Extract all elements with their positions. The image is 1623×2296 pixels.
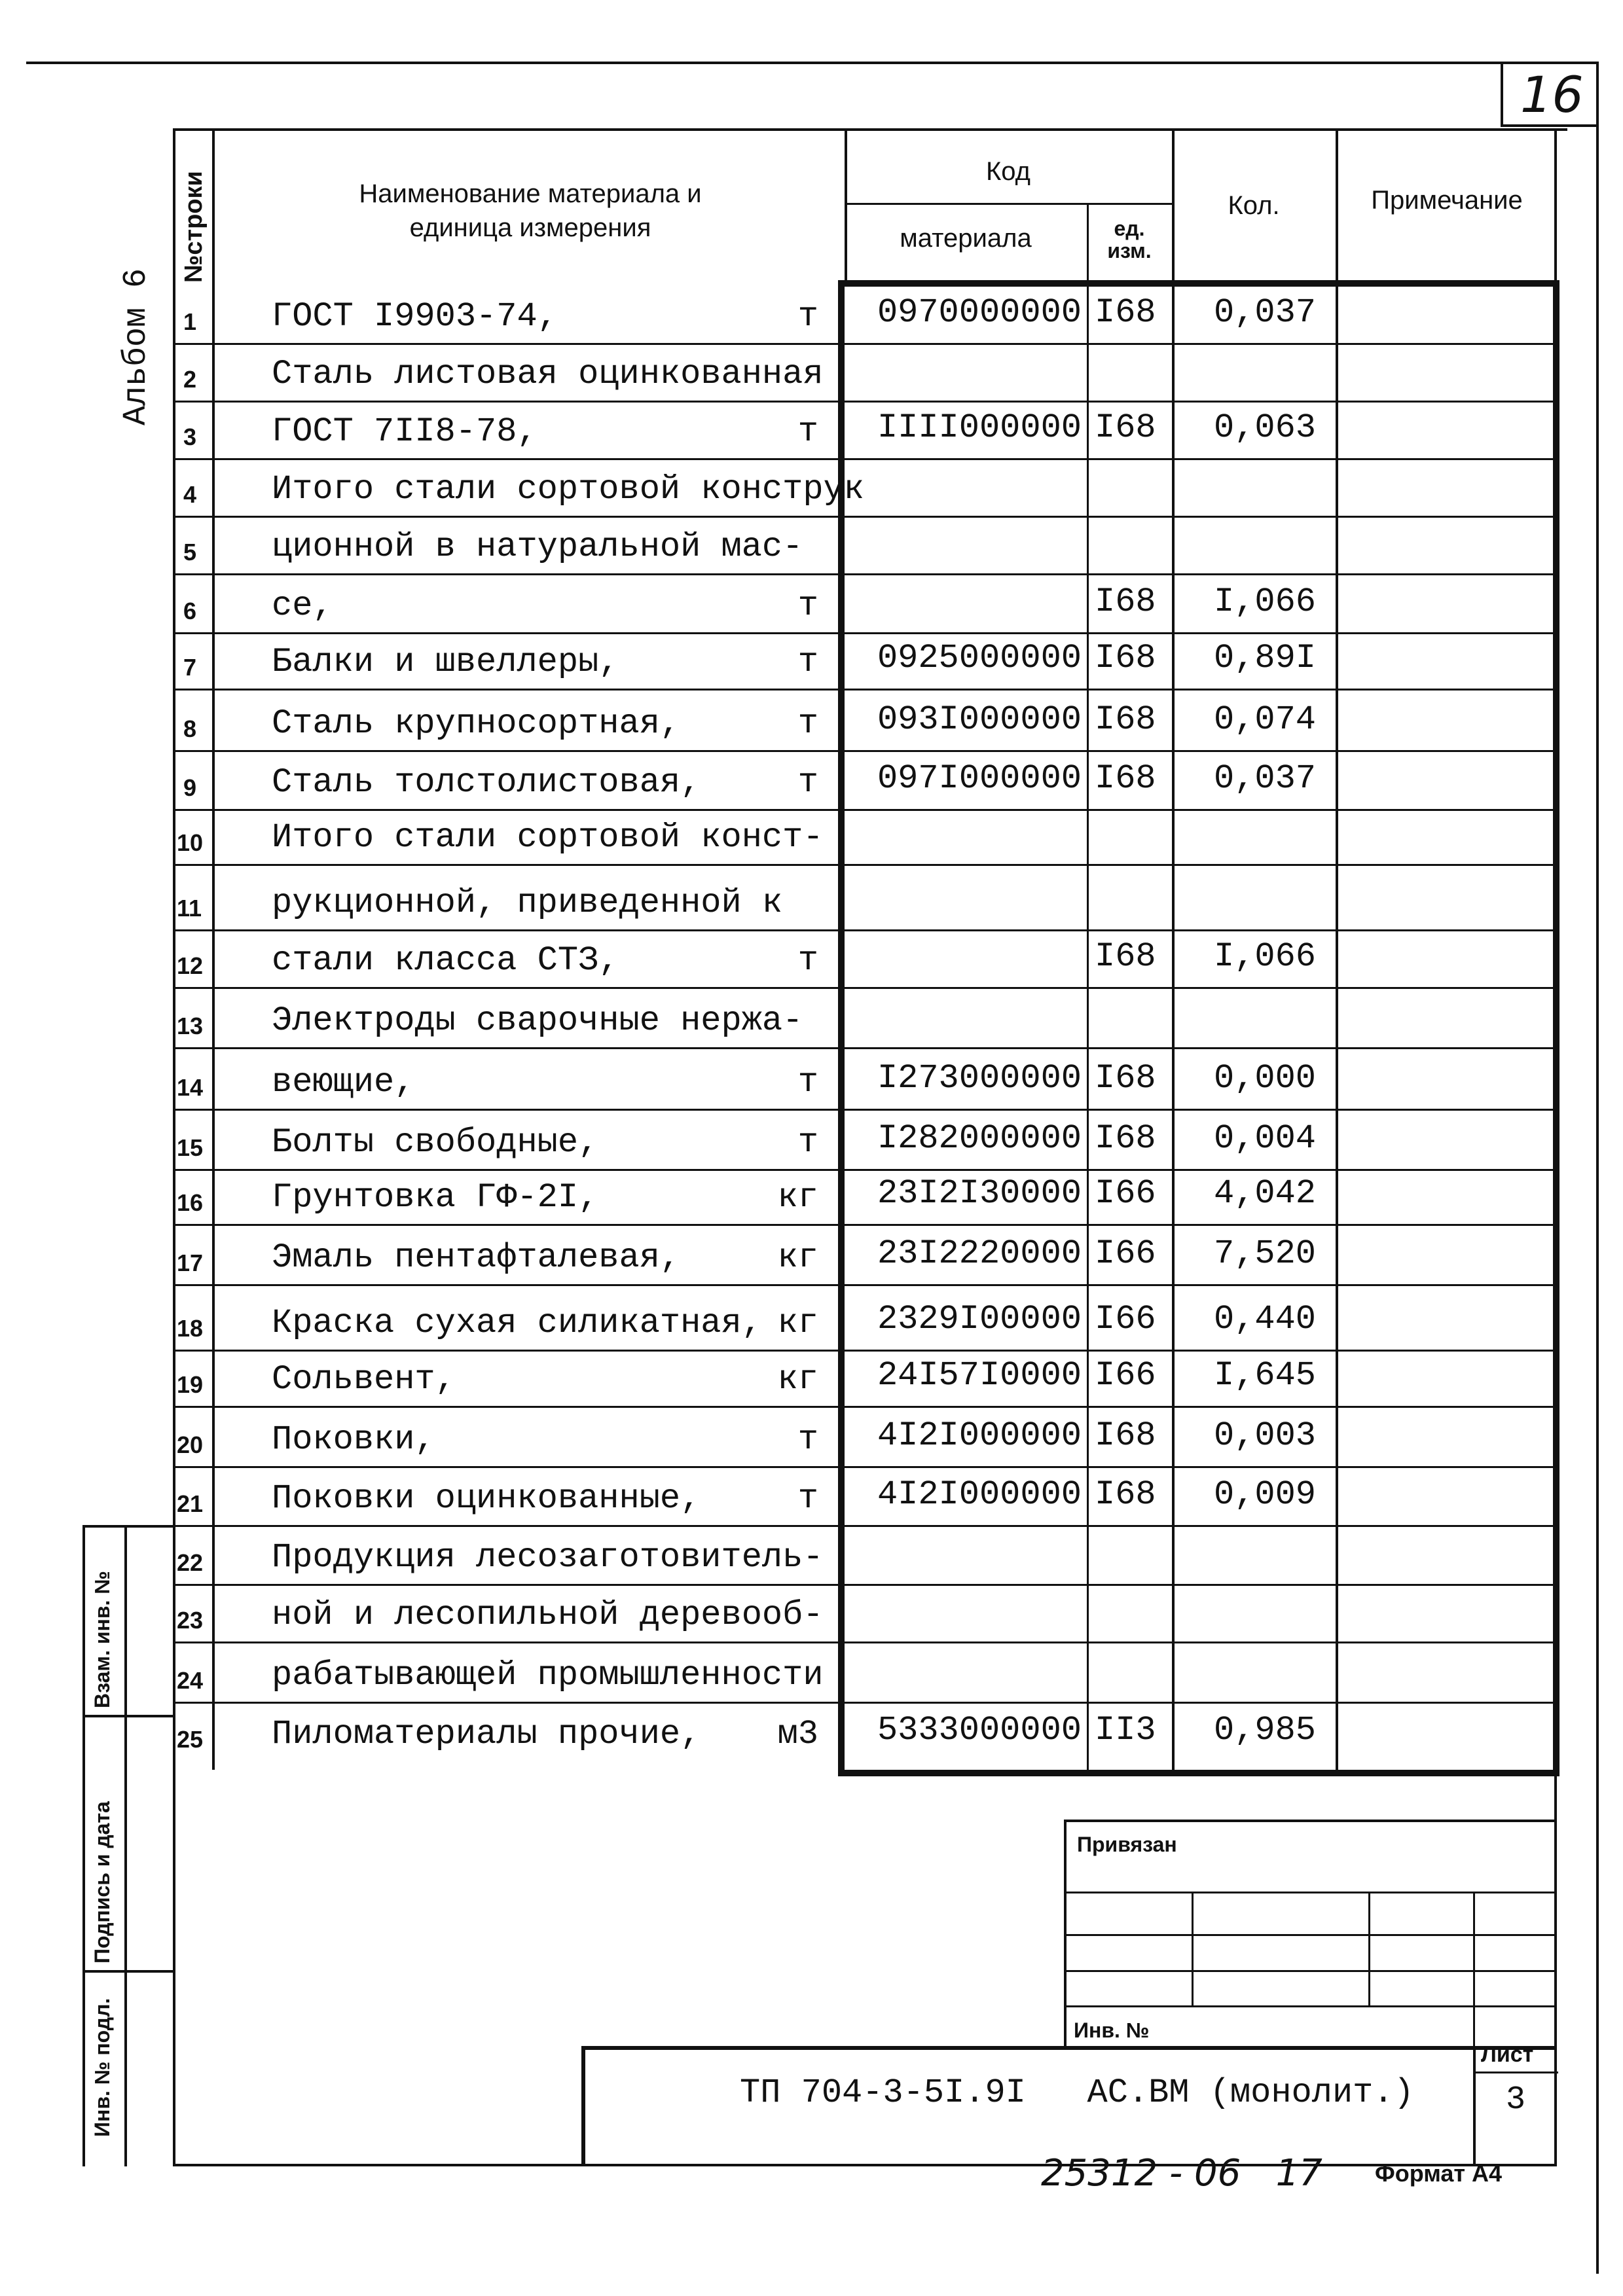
quantity: 0,440 bbox=[1213, 1300, 1316, 1338]
quantity: I,645 bbox=[1213, 1356, 1316, 1395]
material-name: Сольвент, bbox=[272, 1360, 456, 1399]
table-left-border bbox=[173, 128, 175, 2166]
row-separator bbox=[173, 1406, 1554, 1408]
row-separator bbox=[173, 632, 1554, 634]
row-number: 2 bbox=[183, 366, 197, 393]
stamp-inv-no: Инв. № bbox=[1074, 2018, 1150, 2042]
row-separator bbox=[173, 343, 1554, 345]
material-name: се, bbox=[272, 586, 333, 625]
stamp-podpis-data: Подпись и дата bbox=[90, 1801, 114, 1964]
material-name: Сталь крупносортная, bbox=[272, 704, 681, 743]
unit-code: I66 bbox=[1095, 1356, 1156, 1395]
row-separator bbox=[173, 750, 1554, 752]
sheet-box-left bbox=[1473, 2046, 1476, 2166]
code-divider bbox=[845, 203, 1172, 205]
material-name: Поковки оцинкованные, bbox=[272, 1479, 701, 1518]
unit-label: т bbox=[797, 1420, 818, 1459]
quantity: 0,89I bbox=[1213, 639, 1316, 677]
quantity: 0,004 bbox=[1213, 1119, 1316, 1158]
row-number: 19 bbox=[177, 1371, 204, 1398]
row-number: 16 bbox=[177, 1189, 204, 1216]
row-separator bbox=[173, 987, 1554, 989]
material-code: 2329I00000 bbox=[877, 1300, 1082, 1338]
unit-code: I66 bbox=[1095, 1300, 1156, 1338]
unit-code: I66 bbox=[1095, 1234, 1156, 1273]
unit-label: т bbox=[797, 643, 818, 681]
material-name: Балки и швеллеры, bbox=[272, 643, 619, 681]
material-name: Краска сухая силикатная, bbox=[272, 1304, 762, 1342]
material-code: I282000000 bbox=[877, 1119, 1082, 1158]
row-separator bbox=[173, 1466, 1554, 1468]
unit-label: т bbox=[797, 941, 818, 980]
col-line-name bbox=[845, 128, 847, 285]
material-name: рукционной, приведенной к bbox=[272, 884, 783, 922]
quantity: 0,003 bbox=[1213, 1416, 1316, 1455]
material-name: Сталь листовая оцинкованная bbox=[272, 355, 824, 393]
row-separator bbox=[173, 1702, 1554, 1704]
material-name: Эмаль пентафталевая, bbox=[272, 1238, 681, 1277]
row-separator bbox=[173, 1584, 1554, 1586]
stamp-privyazan: Привязан bbox=[1077, 1833, 1177, 1856]
unit-code: I68 bbox=[1095, 1059, 1156, 1098]
quantity: 0,000 bbox=[1213, 1059, 1316, 1098]
data-frame-bottom bbox=[838, 1770, 1559, 1776]
paper-format: Формат А4 bbox=[1375, 2160, 1503, 2187]
material-code: IIII000000 bbox=[877, 408, 1082, 447]
material-code: 23I2220000 bbox=[877, 1234, 1082, 1273]
header-qty: Кол. bbox=[1228, 191, 1280, 220]
table-bottom-border bbox=[173, 2164, 1557, 2166]
material-name: ционной в натуральной мас- bbox=[272, 528, 803, 566]
row-separator bbox=[173, 1224, 1554, 1226]
stamp-box-top bbox=[1064, 1820, 1555, 1822]
data-frame-right bbox=[1553, 280, 1559, 1776]
unit-label: т bbox=[797, 412, 818, 451]
row-separator bbox=[173, 1525, 1554, 1527]
row-number: 14 bbox=[177, 1074, 204, 1101]
unit-code: I68 bbox=[1095, 583, 1156, 621]
material-name: Сталь толстолистовая, bbox=[272, 763, 701, 802]
sheet-box-div bbox=[1473, 2072, 1558, 2073]
quantity: 4,042 bbox=[1213, 1174, 1316, 1213]
row-number: 25 bbox=[177, 1726, 204, 1753]
row-separator bbox=[173, 401, 1554, 403]
row-number: 21 bbox=[177, 1490, 204, 1517]
unit-code: I68 bbox=[1095, 293, 1156, 332]
row-separator bbox=[173, 1350, 1554, 1352]
row-number: 13 bbox=[177, 1013, 204, 1039]
row-separator bbox=[173, 809, 1554, 811]
row-separator bbox=[173, 1169, 1554, 1171]
unit-label: т bbox=[797, 704, 818, 743]
stamp-col2 bbox=[1368, 1892, 1370, 2006]
material-name: ной и лесопильной деревооб- bbox=[272, 1596, 824, 1634]
col-line-qty bbox=[1336, 128, 1338, 1770]
row-separator bbox=[173, 1047, 1554, 1049]
material-code: 0970000000 bbox=[877, 293, 1082, 332]
unit-code: I68 bbox=[1095, 937, 1156, 976]
quantity: 0,037 bbox=[1213, 293, 1316, 332]
side-stamp-left bbox=[82, 1525, 85, 2166]
quantity: 0,985 bbox=[1213, 1711, 1316, 1749]
document-code: ТП 704-3-5I.9I АС.ВМ (монолит.) bbox=[740, 2073, 1414, 2112]
material-name: Электроды сварочные нержа- bbox=[272, 1001, 803, 1040]
quantity: I,066 bbox=[1213, 937, 1316, 976]
title-block-top bbox=[581, 2046, 1557, 2050]
unit-code: I68 bbox=[1095, 1416, 1156, 1455]
row-number: 11 bbox=[177, 895, 202, 922]
row-number: 24 bbox=[177, 1667, 204, 1694]
header-name-line2: единица измерения bbox=[409, 213, 651, 242]
unit-code: I68 bbox=[1095, 759, 1156, 798]
side-stamp-top bbox=[82, 1525, 174, 1528]
quantity: 0,037 bbox=[1213, 759, 1316, 798]
handwritten-number: 25312 - 06 17 bbox=[1041, 2152, 1322, 2195]
unit-code: I66 bbox=[1095, 1174, 1156, 1213]
header-note: Примечание bbox=[1371, 186, 1523, 215]
unit-code: I68 bbox=[1095, 1475, 1156, 1514]
material-name: ГОСТ 7II8-78, bbox=[272, 412, 538, 451]
unit-label: т bbox=[797, 763, 818, 802]
row-number: 4 bbox=[183, 481, 197, 508]
material-code: 093I000000 bbox=[877, 700, 1082, 739]
header-unit-line1: ед. bbox=[1114, 217, 1145, 240]
material-name: Болты свободные, bbox=[272, 1123, 599, 1162]
unit-label: т bbox=[797, 297, 818, 336]
page-number: 16 bbox=[1520, 65, 1584, 124]
material-code: 24I57I0000 bbox=[877, 1356, 1082, 1395]
row-number: 23 bbox=[177, 1607, 204, 1634]
quantity: I,066 bbox=[1213, 583, 1316, 621]
stamp-col1 bbox=[1192, 1892, 1194, 2006]
row-separator bbox=[173, 1641, 1554, 1643]
unit-code: I68 bbox=[1095, 408, 1156, 447]
row-separator bbox=[173, 929, 1554, 931]
stamp-inv-podl: Инв. № подл. bbox=[90, 1998, 114, 2137]
data-frame-top bbox=[838, 280, 1559, 287]
material-name: стали класса СТЗ, bbox=[272, 941, 619, 980]
row-separator bbox=[173, 1284, 1554, 1286]
sheet-number: 3 bbox=[1506, 2081, 1526, 2119]
row-number: 10 bbox=[177, 829, 204, 856]
row-number: 12 bbox=[177, 952, 204, 979]
stamp-vzam-inv: Взам. инв. № bbox=[90, 1571, 114, 1708]
side-stamp-div2 bbox=[82, 1970, 174, 1973]
unit-label: кг bbox=[777, 1178, 818, 1217]
row-number: 17 bbox=[177, 1249, 204, 1276]
material-name: Поковки, bbox=[272, 1420, 435, 1459]
album-label: Альбом 6 bbox=[118, 268, 155, 425]
col-line-unit bbox=[1172, 128, 1175, 1770]
material-name: веющие, bbox=[272, 1063, 415, 1102]
material-code: 4I2I000000 bbox=[877, 1416, 1082, 1455]
row-number: 3 bbox=[183, 423, 197, 450]
material-code: 23I2I30000 bbox=[877, 1174, 1082, 1213]
row-separator bbox=[173, 516, 1554, 518]
col-line-material bbox=[1087, 203, 1089, 1770]
header-material: материала bbox=[900, 224, 1032, 253]
row-number: 1 bbox=[183, 308, 197, 335]
row-separator bbox=[173, 573, 1554, 575]
row-number: 8 bbox=[183, 715, 197, 742]
unit-label: т bbox=[797, 1063, 818, 1102]
row-number: 7 bbox=[183, 654, 197, 681]
row-separator bbox=[173, 458, 1554, 460]
material-code: 0925000000 bbox=[877, 639, 1082, 677]
header-name-line1: Наименование материала и bbox=[359, 179, 702, 208]
col-line-rownum bbox=[212, 128, 215, 1770]
material-name: Итого стали сортовой конст- bbox=[272, 818, 824, 857]
unit-label: кг bbox=[777, 1360, 818, 1399]
material-name: Продукция лесозаготовитель- bbox=[272, 1538, 824, 1577]
unit-code: I68 bbox=[1095, 639, 1156, 677]
material-name: Пиломатериалы прочие, bbox=[272, 1715, 701, 1753]
unit-label: т bbox=[797, 1479, 818, 1518]
material-name: рабатывающей промышленности bbox=[272, 1656, 824, 1695]
side-stamp-div1 bbox=[82, 1715, 174, 1717]
side-stamp-inner bbox=[124, 1525, 127, 2166]
unit-label: кг bbox=[777, 1304, 818, 1342]
material-name: ГОСТ I9903-74, bbox=[272, 297, 558, 336]
stamp-col3 bbox=[1473, 1892, 1475, 2049]
unit-code: II3 bbox=[1095, 1711, 1156, 1749]
stamp-row3 bbox=[1064, 1970, 1555, 1972]
material-code: 097I000000 bbox=[877, 759, 1082, 798]
unit-code: I68 bbox=[1095, 1119, 1156, 1158]
row-number: 6 bbox=[183, 598, 197, 624]
quantity: 0,063 bbox=[1213, 408, 1316, 447]
row-number: 15 bbox=[177, 1134, 204, 1161]
stamp-row2 bbox=[1064, 1934, 1555, 1936]
stamp-row4 bbox=[1064, 2005, 1555, 2007]
row-number: 18 bbox=[177, 1315, 204, 1342]
unit-code: I68 bbox=[1095, 700, 1156, 739]
quantity: 0,074 bbox=[1213, 700, 1316, 739]
stamp-row1 bbox=[1064, 1892, 1555, 1893]
unit-label: т bbox=[797, 586, 818, 625]
header-row-number: №строки bbox=[180, 171, 208, 283]
row-separator bbox=[173, 1109, 1554, 1111]
table-top-border bbox=[173, 128, 1567, 131]
row-separator bbox=[173, 864, 1554, 866]
header-code: Код bbox=[985, 157, 1030, 186]
material-code: 5333000000 bbox=[877, 1711, 1082, 1749]
row-number: 5 bbox=[183, 539, 197, 565]
material-name: Грунтовка ГФ-2I, bbox=[272, 1178, 599, 1217]
unit-label: кг bbox=[777, 1238, 818, 1277]
row-separator bbox=[173, 689, 1554, 691]
quantity: 0,009 bbox=[1213, 1475, 1316, 1514]
material-code: 4I2I000000 bbox=[877, 1475, 1082, 1514]
header-unit-line2: изм. bbox=[1107, 239, 1152, 262]
unit-label: т bbox=[797, 1123, 818, 1162]
title-block-left bbox=[581, 2046, 585, 2166]
row-number: 9 bbox=[183, 774, 197, 801]
material-code: I273000000 bbox=[877, 1059, 1082, 1098]
row-number: 20 bbox=[177, 1431, 204, 1458]
unit-label: м3 bbox=[777, 1715, 818, 1753]
row-number: 22 bbox=[177, 1549, 204, 1576]
material-name: Итого стали сортовой конструк bbox=[272, 470, 864, 509]
sheet-label: Лист bbox=[1481, 2042, 1534, 2067]
quantity: 7,520 bbox=[1213, 1234, 1316, 1273]
